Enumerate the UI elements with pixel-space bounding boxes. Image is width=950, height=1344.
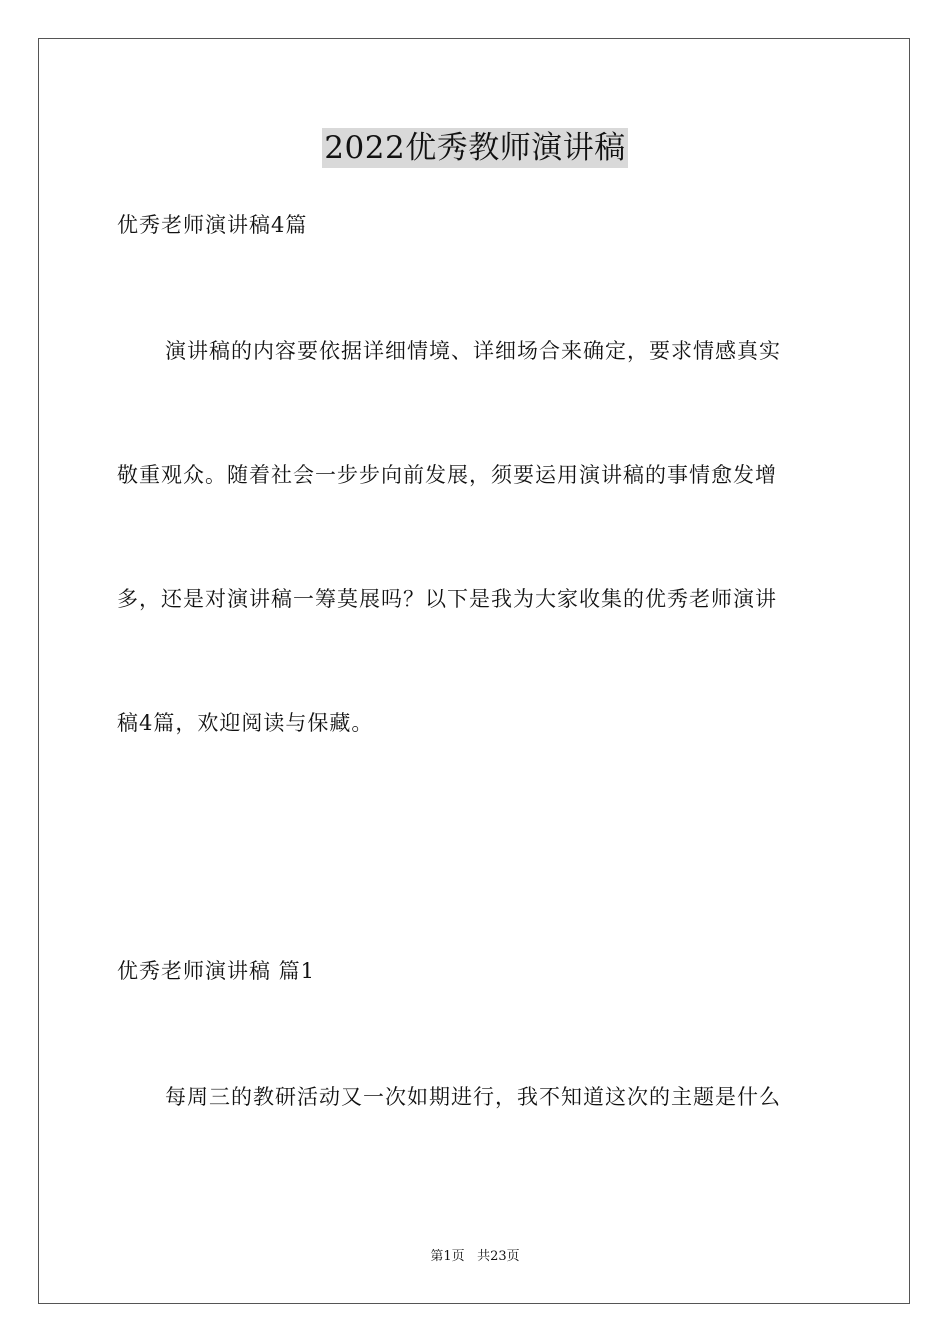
paragraph-line: 敬重观众。随着社会一步步向前发展，须要运用演讲稿的事情愈发增 <box>117 463 777 487</box>
document-title: 2022优秀教师演讲稿 <box>324 130 626 166</box>
paragraph-line: 稿4篇，欢迎阅读与保藏。 <box>117 711 374 735</box>
page-footer <box>0 1248 950 1266</box>
page-number: 第1页 <box>430 1249 465 1264</box>
subtitle: 优秀老师演讲稿4篇 <box>117 213 308 237</box>
section-heading: 优秀老师演讲稿 篇1 <box>117 959 316 983</box>
paragraph-line: 多，还是对演讲稿一筹莫展吗？以下是我为大家收集的优秀老师演讲 <box>117 587 777 611</box>
paragraph-line: 演讲稿的内容要依据详细情境、详细场合来确定，要求情感真实 <box>165 339 781 363</box>
title-container <box>0 128 950 168</box>
paragraph-line: 每周三的教研活动又一次如期进行，我不知道这次的主题是什么 <box>165 1085 781 1109</box>
page-total: 共23页 <box>477 1249 520 1264</box>
